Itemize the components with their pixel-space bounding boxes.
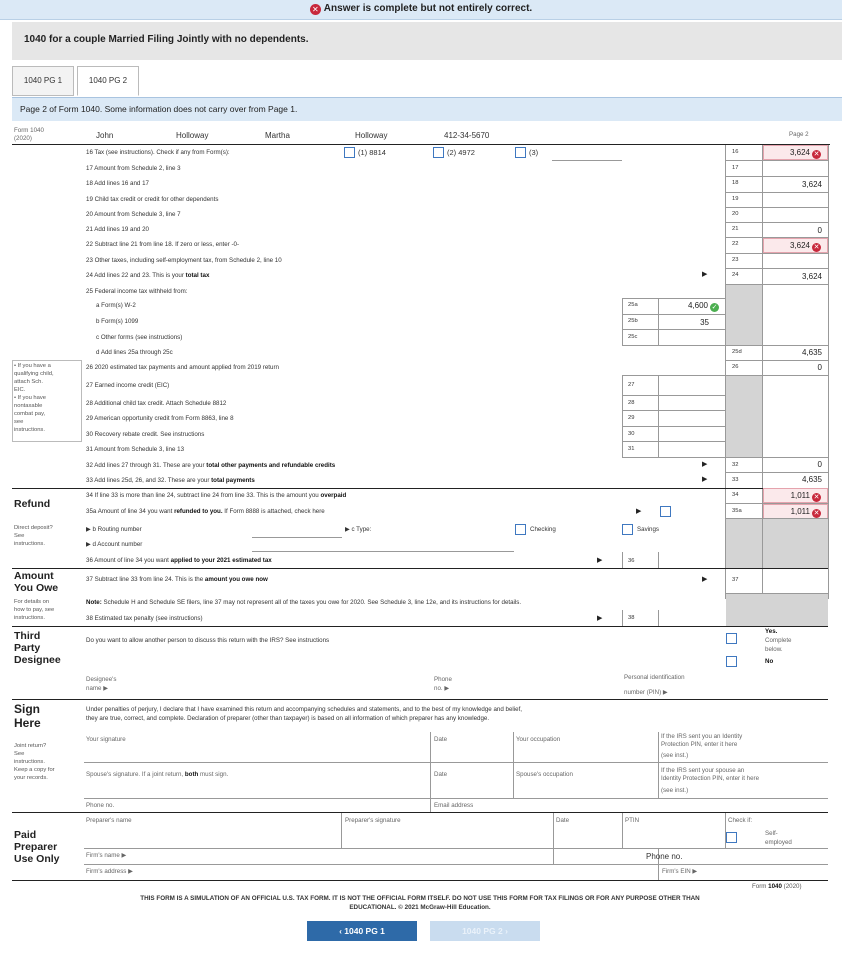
line25a-num: 25a (628, 302, 638, 308)
line18-num: 18 (732, 180, 739, 186)
firm-phone-label: Phone no. (646, 852, 683, 861)
line30-label: 30 Recovery rebate credit. See instructions (86, 431, 205, 438)
row-rule (726, 593, 828, 594)
checking-label: Checking (530, 526, 556, 533)
designee-no-label: No (765, 658, 774, 665)
line22-num: 22 (732, 241, 739, 247)
section-rule (12, 880, 828, 881)
line28-input[interactable] (659, 396, 725, 410)
tab-1040-pg2[interactable]: 1040 PG 2 (77, 66, 139, 96)
savings-checkbox[interactable] (622, 524, 633, 535)
routing-input[interactable] (252, 537, 342, 538)
firm-name-label: Firm's name ▶ (86, 852, 127, 859)
banner-text: Answer is complete but not entirely correct. (323, 3, 533, 14)
last-name-1: Holloway (176, 131, 209, 140)
line19-input[interactable] (763, 193, 828, 208)
line28-label: 28 Additional child tax credit. Attach Schedule 8812 (86, 400, 227, 407)
disclaimer: THIS FORM IS A SIMULATION OF AN OFFICIAL U.S. TAX FORM. IT IS NOT THE OFFICIAL FORM ITSELF. DO NOT USE THIS FORM FOR TAX FILINGS OR FOR ANY PURPOSE OTHER THAN EDUCATIONAL. © 2021 McGraw-Hill Education. (140, 895, 700, 911)
col-rule (622, 813, 623, 848)
page-label: Page 2 (789, 131, 809, 138)
note-text: Note: Schedule H and Schedule SE filers, line 37 may not represent all of the taxes you owe for 2020. See Schedule 3, line 12e, and its instructions for details. (86, 599, 522, 606)
line25b-input[interactable]: 35 (700, 318, 709, 327)
designee-pin-label-1: Personal identification (624, 674, 685, 681)
arrow-icon: ▶ (702, 576, 708, 583)
line29-num: 29 (628, 415, 635, 421)
designee-question: Do you want to allow another person to discuss this return with the IRS? See instructions (86, 637, 330, 644)
last-name-2: Holloway (355, 131, 388, 140)
line31-num: 31 (628, 446, 635, 452)
line33-label: 33 Add lines 25d, 26, and 32. These are your total payments (86, 477, 255, 484)
form-3-input[interactable] (552, 160, 622, 161)
form-4972-label: (2) 4972 (447, 148, 475, 157)
form-3-checkbox[interactable] (515, 147, 526, 158)
line20-label: 20 Amount from Schedule 3, line 7 (86, 211, 181, 218)
col-rule (622, 552, 623, 568)
section-rule (12, 488, 828, 489)
preparer-heading: Paid Preparer Use Only (14, 829, 60, 865)
line25d-num: 25d (732, 349, 742, 355)
tab-1040-pg1[interactable]: 1040 PG 1 (12, 66, 74, 96)
amount-owe-heading: Amount You Owe (14, 570, 59, 594)
shaded-cell (726, 594, 828, 626)
perjury-line-2: they are true, correct, and complete. Declaration of preparer (other than taxpayer) is based on all information of which preparer has any knowledge. (86, 715, 490, 722)
line23-num: 23 (732, 257, 739, 263)
header-rule (12, 144, 830, 145)
col-rule (430, 732, 431, 798)
routing-label: ▶ b Routing number (86, 526, 142, 533)
shaded-cell (726, 518, 762, 568)
sign-here-heading: Sign Here (14, 702, 41, 730)
account-label: ▶ d Account number (86, 541, 143, 548)
designee-name-label-2: name ▶ (86, 685, 108, 692)
designee-yes-sub1: Complete (765, 637, 792, 644)
col-rule (828, 145, 829, 599)
side-note-direct-deposit: Direct deposit? See instructions. (14, 525, 53, 547)
designee-no-checkbox[interactable] (726, 656, 737, 667)
self-employed-checkbox[interactable] (726, 832, 737, 843)
arrow-icon: ▶ (597, 557, 603, 564)
line30-num: 30 (628, 431, 635, 437)
line18-label: 18 Add lines 16 and 17 (86, 180, 149, 187)
your-occupation-label: Your occupation (516, 736, 561, 743)
col-rule (658, 732, 659, 798)
line17-input[interactable] (763, 161, 828, 176)
phone-label: Phone no. (86, 802, 115, 809)
line37-num: 37 (732, 577, 739, 583)
designee-name-label-1: Designee's (86, 676, 117, 683)
line34-label: 34 If line 33 is more than line 24, subtract line 24 from line 33. This is the amount you overpaid (86, 492, 347, 499)
shaded-cell (726, 375, 762, 457)
line25-label: 25 Federal income tax withheld from: (86, 288, 188, 295)
section-rule (12, 568, 828, 569)
pin-note-1: If the IRS sent you an Identity (661, 733, 743, 740)
arrow-icon: ▶ (636, 508, 642, 515)
line17-label: 17 Amount from Schedule 2, line 3 (86, 165, 181, 172)
line34-num: 34 (732, 492, 739, 498)
line16-input[interactable]: 3,624 ✕ (763, 145, 828, 160)
line25d-label: d Add lines 25a through 25c (96, 349, 173, 356)
designee-yes-sub2: below. (765, 646, 783, 653)
type-label: ▶ c Type: (345, 526, 372, 533)
first-name-1: John (96, 131, 114, 140)
preparer-date-label: Date (556, 817, 570, 824)
pin-note-2: Protection PIN, enter it here (661, 741, 738, 748)
form-8814-checkbox[interactable] (344, 147, 355, 158)
row-rule (622, 375, 828, 376)
line33-input[interactable]: 4,635 (801, 475, 822, 484)
line37-input[interactable] (763, 569, 828, 593)
form-year: (2020) (14, 135, 32, 142)
line23-label: 23 Other taxes, including self-employment tax, from Schedule 2, line 10 (86, 257, 282, 264)
date-label: Date (434, 736, 448, 743)
line25c-num: 25c (628, 334, 638, 340)
preparer-signature-label: Preparer's signature (345, 817, 401, 824)
col-rule (553, 813, 554, 864)
arrow-icon: ▶ (702, 271, 708, 278)
line16-num: 16 (732, 149, 739, 155)
side-note-owe: For details on how to pay, see instructions. (14, 599, 55, 621)
col-rule (430, 798, 431, 812)
designee-yes-label: Yes. (765, 628, 778, 635)
line26-label: 26 2020 estimated tax payments and amount applied from 2019 return (86, 364, 279, 371)
spouse-pin-note-3: (see inst.) (661, 787, 689, 794)
next-page-button[interactable]: 1040 PG 2 › (430, 921, 540, 941)
line21-label: 21 Add lines 19 and 20 (86, 226, 149, 233)
line31-input[interactable] (659, 442, 725, 456)
line19-num: 19 (732, 196, 739, 202)
check-icon: ✓ (711, 304, 718, 311)
col-rule (622, 375, 623, 457)
perjury-line-1: Under penalties of perjury, I declare that I have examined this return and accompanying schedules and statements, and to the best of my knowledge and belief, (86, 706, 523, 713)
line24-label: 24 Add lines 22 and 23. This is your total tax (86, 272, 210, 279)
line34-input[interactable]: 1,011 ✕ (763, 488, 828, 503)
line33-num: 33 (732, 477, 739, 483)
line19-label: 19 Child tax credit or credit for other dependents (86, 196, 219, 203)
error-icon: ✕ (813, 151, 820, 158)
line38-num: 38 (628, 615, 635, 621)
line25c-input[interactable] (659, 330, 725, 345)
line38-label: 38 Estimated tax penalty (see instructions) (86, 615, 203, 622)
email-label: Email address (434, 802, 474, 809)
line26-num: 26 (732, 364, 739, 370)
col-rule (341, 813, 342, 848)
line30-input[interactable] (659, 427, 725, 441)
check-if-label: Check if: (728, 817, 753, 824)
error-icon: ✕ (813, 510, 820, 517)
info-bar: Page 2 of Form 1040. Some information does not carry over from Page 1. (12, 97, 842, 121)
line20-input[interactable] (763, 208, 828, 223)
third-party-heading: Third Party Designee (14, 630, 61, 666)
prev-page-button[interactable]: ‹ 1040 PG 1 (307, 921, 417, 941)
line24-input[interactable]: 3,624 (801, 272, 822, 281)
line36-label: 36 Amount of line 34 you want applied to your 2021 estimated tax (86, 557, 272, 564)
error-icon: ✕ (813, 494, 820, 501)
line27-num: 27 (628, 382, 635, 388)
side-note-qualifying: • If you have a qualifying child, attach Sch. EIC. • If you have nontaxable combat pay, see instructions. (14, 363, 54, 433)
line36-num: 36 (628, 558, 635, 564)
col-rule (513, 732, 514, 798)
line22-input[interactable]: 3,624 ✕ (763, 238, 828, 253)
row-rule (726, 518, 828, 519)
form-label: Form 1040 (14, 127, 44, 134)
side-note-joint: Joint return? See instructions. Keep a copy for your records. (14, 743, 55, 781)
col-rule (622, 610, 623, 626)
result-banner (0, 0, 842, 20)
spouse-pin-note-1: If the IRS sent your spouse an (661, 767, 745, 774)
designee-pin-label-2: number (PIN) ▶ (624, 689, 668, 696)
form-8814-label: (1) 8814 (358, 148, 386, 157)
line32-label: 32 Add lines 27 through 31. These are your total other payments and refundable credits (86, 462, 336, 469)
line35a-num: 35a (732, 508, 742, 514)
ssn: 412-34-5670 (444, 131, 490, 140)
line29-input[interactable] (659, 411, 725, 425)
line27-input[interactable] (659, 376, 725, 395)
firm-ein-label: Firm's EIN ▶ (662, 868, 698, 875)
line37-label: 37 Subtract line 33 from line 24. This is the amount you owe now (86, 576, 268, 583)
line24-num: 24 (732, 272, 739, 278)
line29-label: 29 American opportunity credit from Form 8863, line 8 (86, 415, 234, 422)
section-rule (12, 626, 828, 627)
line16-label: 16 Tax (see instructions). Check if any from Form(s): (86, 149, 230, 156)
form-4972-checkbox[interactable] (433, 147, 444, 158)
line25a-input[interactable]: 4,600 ✓ (687, 301, 718, 311)
line25c-label: c Other forms (see instructions) (96, 334, 183, 341)
line21-num: 21 (732, 226, 739, 232)
form-3-label: (3) (529, 148, 539, 157)
col-rule (622, 298, 623, 345)
spouse-pin-note-2: Identity Protection PIN, enter it here (661, 775, 760, 782)
pin-note-3: (see inst.) (661, 752, 689, 759)
question-title: 1040 for a couple Married Filing Jointly with no dependents. (12, 22, 842, 60)
row-rule (84, 848, 828, 849)
line25a-label: a Form(s) W-2 (96, 302, 136, 309)
ptin-label: PTIN (625, 817, 640, 824)
line17-num: 17 (732, 165, 739, 171)
firm-address-label: Firm's address ▶ (86, 868, 133, 875)
refund-heading: Refund (14, 498, 51, 510)
self-employed-label-1: Self- (765, 830, 778, 837)
shaded-cell (763, 518, 828, 568)
savings-label: Savings (637, 526, 660, 533)
checking-checkbox[interactable] (515, 524, 526, 535)
line32-input[interactable]: 0 (817, 460, 822, 469)
line36-input[interactable] (659, 553, 725, 568)
self-employed-label-2: employed (765, 839, 792, 846)
preparer-name-label: Preparer's name (86, 817, 132, 824)
account-input[interactable] (252, 551, 514, 552)
line25d-input[interactable]: 4,635 (801, 348, 822, 357)
line22-label: 22 Subtract line 21 from line 18. If zero or less, enter -0- (86, 241, 240, 248)
designee-phone-label-1: Phone (434, 676, 452, 683)
row-rule (84, 864, 828, 865)
spouse-signature-label: Spouse's signature. If a joint return, both must sign. (86, 771, 229, 778)
spouse-occupation-label: Spouse's occupation (516, 771, 573, 778)
designee-yes-checkbox[interactable] (726, 633, 737, 644)
line26-input[interactable]: 0 (817, 363, 822, 372)
line35a-label: 35a Amount of line 34 you want refunded to you. If Form 8888 is attached, check here (86, 508, 325, 515)
line25b-num: 25b (628, 318, 638, 324)
form-footer: Form 1040 (2020) (752, 883, 802, 890)
line32-num: 32 (732, 462, 739, 468)
spouse-date-label: Date (434, 771, 448, 778)
designee-phone-label-2: no. ▶ (434, 685, 450, 692)
line20-num: 20 (732, 211, 739, 217)
arrow-icon: ▶ (702, 476, 708, 483)
shaded-cell (726, 284, 762, 345)
section-rule (12, 699, 828, 700)
line21-input[interactable]: 0 (817, 226, 822, 235)
line35a-input[interactable]: 1,011 ✕ (763, 504, 828, 519)
section-rule (12, 812, 828, 813)
row-rule (84, 798, 828, 799)
row-rule (84, 762, 828, 763)
error-icon: ✕ (310, 4, 321, 15)
line25b-label: b Form(s) 1099 (96, 318, 139, 325)
form-8888-checkbox[interactable] (660, 506, 671, 517)
line38-input[interactable] (659, 611, 725, 626)
line23-input[interactable] (763, 254, 828, 269)
row-rule (726, 284, 828, 285)
line31-label: 31 Amount from Schedule 3, line 13 (86, 446, 185, 453)
line18-input[interactable]: 3,624 (801, 180, 822, 189)
first-name-2: Martha (265, 131, 290, 140)
your-signature-label: Your signature (86, 736, 126, 743)
error-icon: ✕ (813, 244, 820, 251)
arrow-icon: ▶ (597, 615, 603, 622)
line27-label: 27 Earned income credit (EIC) (86, 382, 170, 389)
arrow-icon: ▶ (702, 461, 708, 468)
line28-num: 28 (628, 400, 635, 406)
